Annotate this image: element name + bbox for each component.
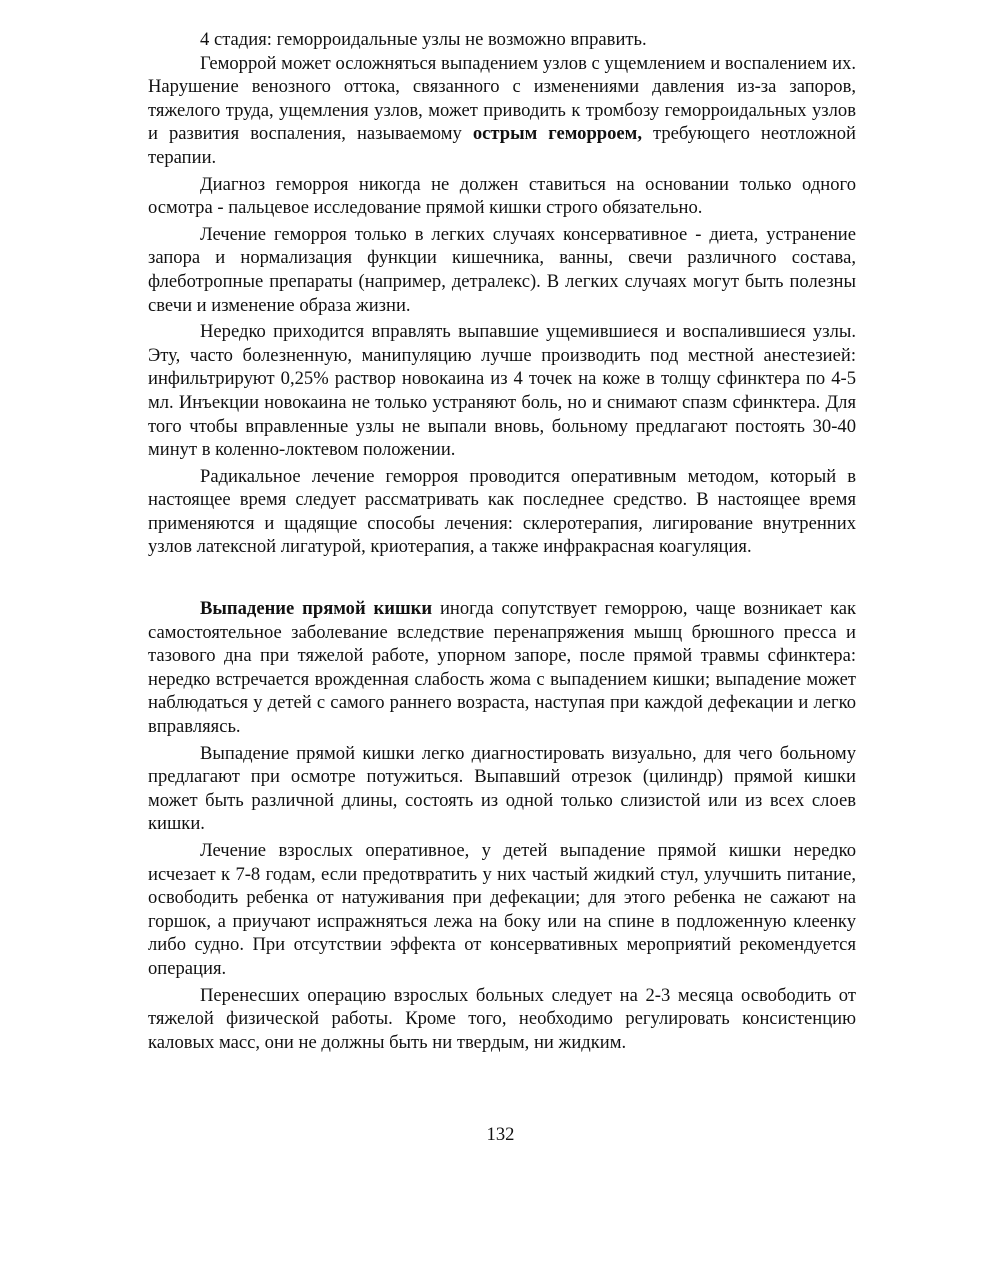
paragraph-radical-treatment: Радикальное лечение геморроя проводится оперативным методом, который в настоящее время следует рассматривать как последнее средство. В настоящее время применяются и щадящие способы лечения: склеротерапия, лигирование внутренних узлов латексной лигатурой, криотерапия, а также инфракрасная коагуляция.	[148, 465, 856, 558]
paragraph-complications-text: Геморрой может осложняться выпадением узлов с ущемлением и воспалением их. Нарушение венозного оттока, связанного с изменениями давления из-за запоров, тяжелого труда, ущемления узлов, может приводить к тромбозу геморроидальных узлов и развития воспаления, называемому	[148, 52, 856, 145]
paragraph-complications	[148, 52, 856, 170]
page-body	[148, 28, 856, 1054]
paragraph-prolapse-treatment: Лечение взрослых оперативное, у детей выпадение прямой кишки нередко исчезает к 7-8 годам, если предотвратить у них частый жидкий стул, улучшить питание, освободить ребенка от натуживания при дефекации; для этого ребенка не сажают на горшок, а приучают испражняться лежа на боку или на спине в подложенную клеенку либо судно. При отсутствии эффекта от консервативных мероприятий рекомендуется операция.	[148, 840, 856, 979]
paragraph-rectal-prolapse	[148, 597, 856, 739]
paragraph-reduction: Нередко приходится вправлять выпавшие ущемившиеся и воспалившиеся узлы. Эту, часто болезненную, манипуляцию лучше производить под местной анестезией: инфильтрируют 0,25% раствор новокаина из 4 точек на коже в толщу сфинктера по 4-5 мл. Инъекции новокаина не только устраняют боль, но и снимают спазм сфинктера. Для того чтобы вправленные узлы не выпали вновь, больному предлагают постоять 30-40 минут в коленно-локтевом положении.	[148, 321, 856, 461]
paragraph-stage-4: 4 стадия: геморроидальные узлы не возможно вправить.	[200, 29, 647, 50]
paragraph-conservative-treatment: Лечение геморроя только в легких случаях консервативное - диета, устранение запора и нормализация функции кишечника, ванны, свечи различного состава, флеботропные препараты (например, детралекс). В легких случаях могут быть полезны свечи и изменение образа жизни.	[148, 223, 856, 316]
page-number: 132	[486, 1124, 515, 1145]
paragraph-complications-tail: требующего неотложной терапии.	[148, 123, 856, 168]
paragraph-prolapse-diagnosis: Выпадение прямой кишки легко диагностировать визуально, для чего больному предлагают при осмотре потужиться. Выпавший отрезок (цилиндр) прямой кишки может быть различной длины, состоять из одной только слизистой или из всех слоев кишки.	[148, 742, 856, 835]
term-acute-hemorrhoid: острым геморроем,	[472, 123, 642, 145]
paragraph-rectal-prolapse-text: иногда сопутствует геморрою, чаще возникает как самостоятельное заболевание вследствие перенапряжения мышц брюшного пресса и тазового дна при тяжелой работе, упорном запоре, после прямой травмы сфинктера: нередко встречается врожденная слабость жома с выпадением кишки; выпадение может наблюдаться у детей с самого раннего возраста, наступая при каждой дефекации и легко вправляясь.	[148, 598, 856, 738]
paragraph-diagnosis: Диагноз геморроя никогда не должен ставиться на основании только одного осмотра - пальцевое исследование прямой кишки строго обязательно.	[148, 173, 856, 219]
paragraph-postoperative: Перенесших операцию взрослых больных следует на 2-3 месяца освободить от тяжелой физической работы. Кроме того, необходимо регулировать консистенцию каловых масс, они не должны быть ни твердым, ни жидким.	[148, 984, 856, 1053]
term-rectal-prolapse: Выпадение прямой кишки	[200, 598, 433, 620]
